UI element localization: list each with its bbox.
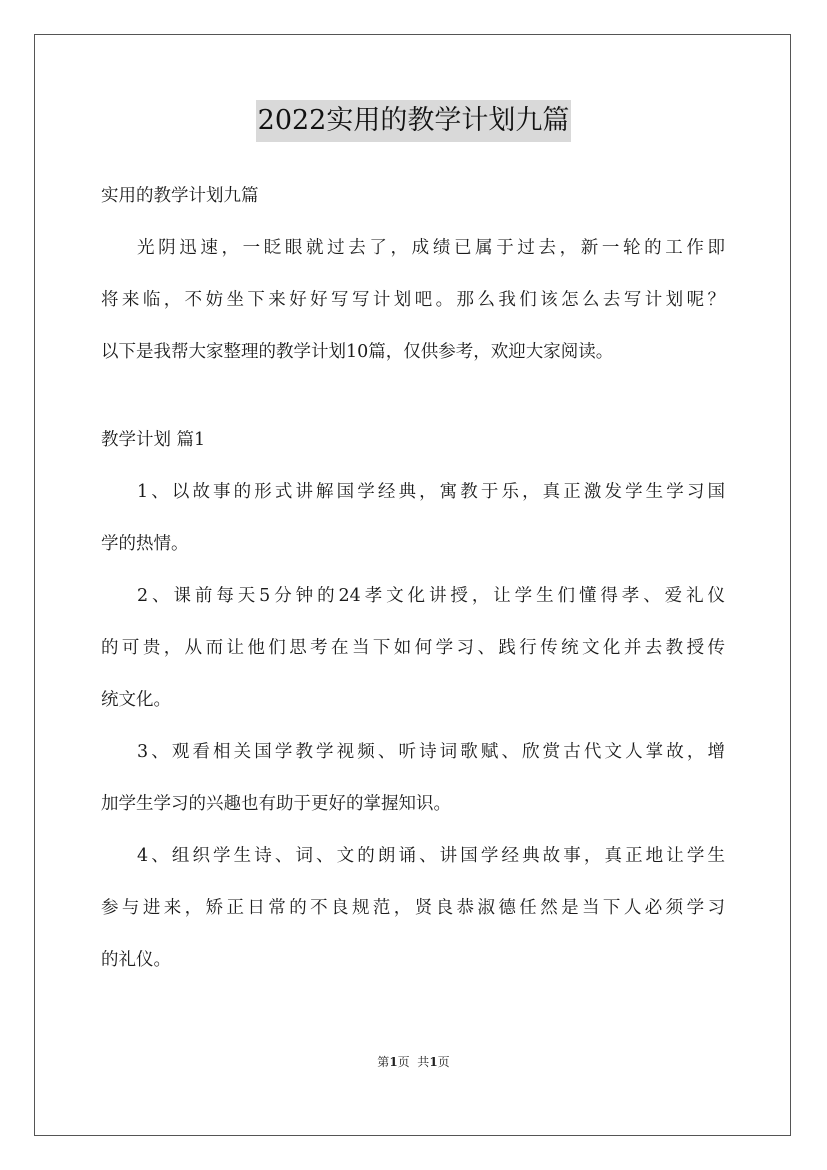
paragraph-line: 的可贵，从而让他们思考在当下如何学习、践行传统文化并去教授传 xyxy=(101,638,725,658)
paragraph-line: 4、组织学生诗、词、文的朗诵、讲国学经典故事，真正地让学生 xyxy=(137,846,725,866)
paragraph-line: 3、观看相关国学教学视频、听诗词歌赋、欣赏古代文人掌故，增 xyxy=(137,742,725,762)
paragraph-line: 以下是我帮大家整理的教学计划10篇，仅供参考，欢迎大家阅读。 xyxy=(101,342,614,362)
intro-paragraph xyxy=(101,222,725,378)
footer-prefix: 第 xyxy=(377,1055,390,1069)
footer-total-pages: 1 xyxy=(429,1055,438,1069)
footer-middle: 页 共 xyxy=(397,1055,430,1069)
list-item xyxy=(101,570,725,726)
list-item xyxy=(101,830,725,986)
paragraph-line: 参与进来，矫正日常的不良规范，贤良恭淑德任然是当下人必须学习 xyxy=(101,898,725,918)
title-container xyxy=(0,100,827,142)
paragraph-line: 统文化。 xyxy=(101,690,171,710)
spacer xyxy=(101,378,725,414)
paragraph-line: 学的热情。 xyxy=(101,534,189,554)
page-footer xyxy=(0,1054,827,1070)
paragraph-line: 2、课前每天5分钟的24孝文化讲授，让学生们懂得孝、爱礼仪 xyxy=(137,586,725,606)
paragraph-line: 1、以故事的形式讲解国学经典，寓教于乐，真正激发学生学习国 xyxy=(137,482,725,502)
section-heading: 教学计划 篇1 xyxy=(101,430,206,450)
footer-page-number: 1 xyxy=(389,1055,398,1069)
document-title: 2022实用的教学计划九篇 xyxy=(256,100,572,142)
paragraph-line: 将来临，不妨坐下来好好写写计划吧。那么我们该怎么去写计划呢？ xyxy=(101,290,725,310)
document-body xyxy=(101,170,725,986)
paragraph-line: 光阴迅速，一眨眼就过去了，成绩已属于过去，新一轮的工作即 xyxy=(137,238,725,258)
paragraph-line: 的礼仪。 xyxy=(101,950,171,970)
subtitle: 实用的教学计划九篇 xyxy=(101,186,259,206)
footer-suffix: 页 xyxy=(437,1055,450,1069)
paragraph-line: 加学生学习的兴趣也有助于更好的掌握知识。 xyxy=(101,794,451,814)
list-item xyxy=(101,726,725,830)
list-item xyxy=(101,466,725,570)
